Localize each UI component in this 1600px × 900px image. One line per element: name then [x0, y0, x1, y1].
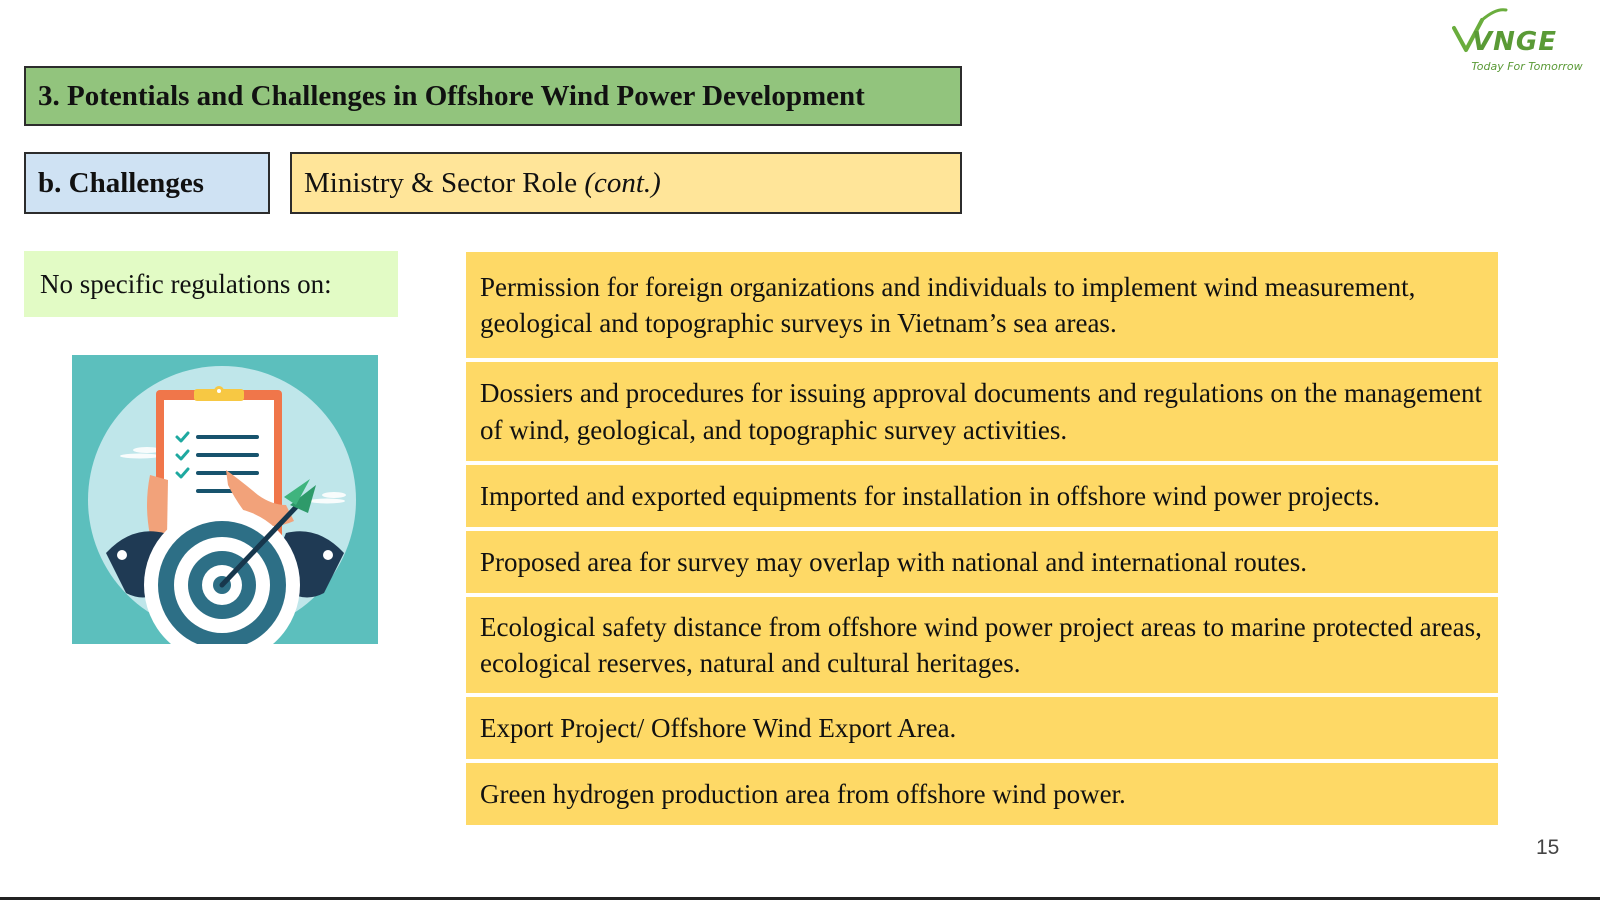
regulation-item [466, 697, 1498, 759]
regulation-item [466, 465, 1498, 527]
regulation-item [466, 531, 1498, 593]
checklist-target-icon [72, 355, 378, 644]
vnge-logo [1452, 6, 1598, 76]
regulation-item [466, 252, 1498, 358]
vnge-logo-icon [1452, 6, 1598, 62]
regulation-item [466, 362, 1498, 461]
regulation-item-text: Export Project/ Offshore Wind Export Area. [480, 712, 957, 743]
role-heading [290, 152, 962, 214]
regulation-item-text: Green hydrogen production area from offshore wind power. [480, 778, 1126, 809]
regulation-item-text: Ecological safety distance from offshore wind power project areas to marine protected areas, ecological reserves, natural and cultural heritages. [480, 611, 1482, 678]
section-label: b. Challenges [24, 152, 270, 214]
regulation-item-text: Proposed area for survey may overlap with national and international routes. [480, 546, 1307, 577]
logo-tagline: Today For Tomorrow [1471, 60, 1583, 73]
regulation-item-text: Imported and exported equipments for installation in offshore wind power projects. [480, 480, 1381, 511]
page-number: 15 [1536, 836, 1560, 859]
role-heading-main: Ministry & Sector Role [304, 166, 585, 199]
regulation-item-text: Permission for foreign organizations and individuals to implement wind measurement, geological and topographic surveys in Vietnam’s sea areas. [480, 271, 1416, 338]
logo-wordmark: VNGE [1472, 27, 1557, 57]
regulation-item [466, 597, 1498, 693]
regulation-item-text: Dossiers and procedures for issuing approval documents and regulations on the management of wind, geological, and topographic survey activities. [480, 378, 1482, 445]
role-heading-cont: (cont.) [584, 166, 661, 199]
slide-title: 3. Potentials and Challenges in Offshore Wind Power Development [24, 66, 962, 126]
regulation-item [466, 763, 1498, 825]
regulation-list [466, 252, 1498, 829]
lead-text: No specific regulations on: [24, 251, 398, 317]
